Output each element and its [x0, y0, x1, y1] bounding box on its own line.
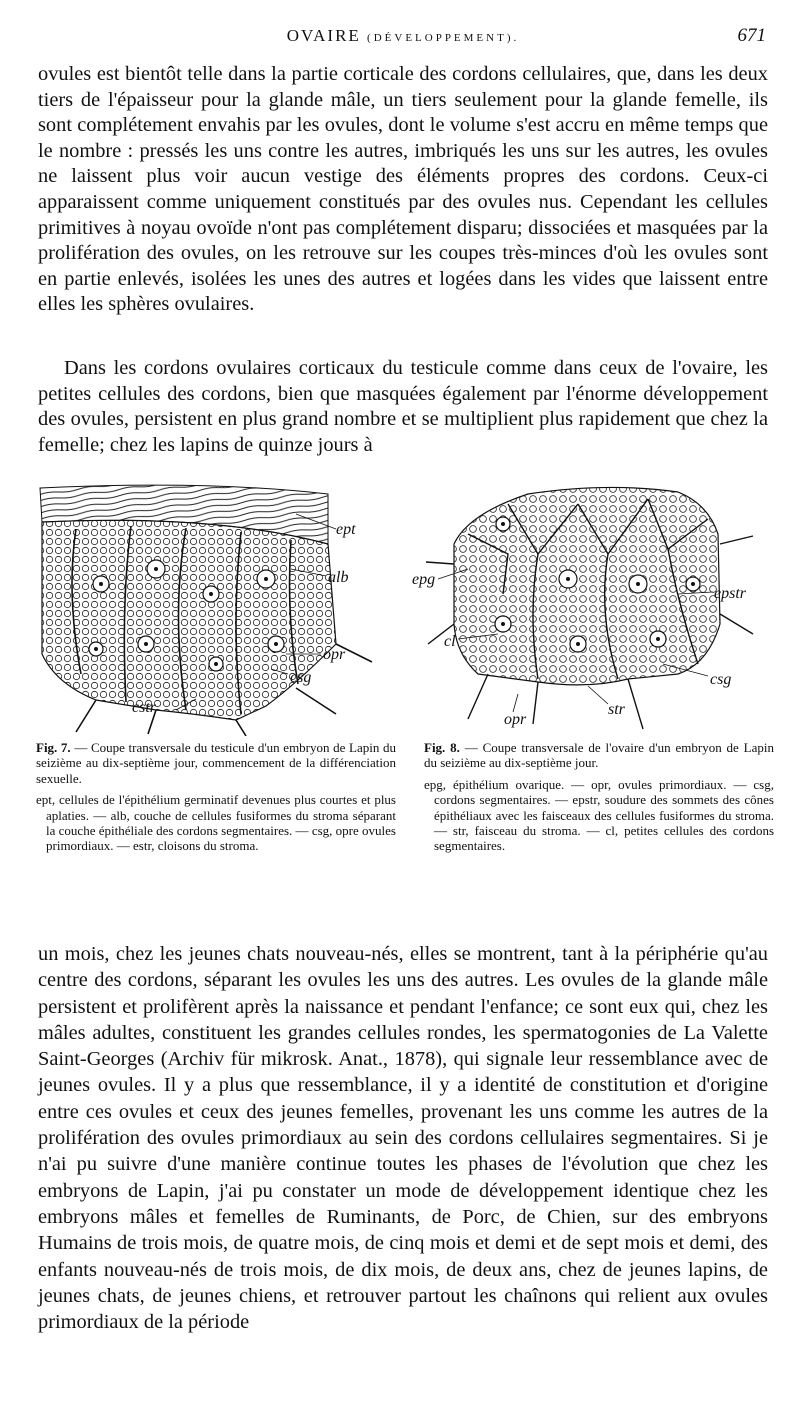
fig8-label-cl: cl [444, 633, 456, 650]
running-title-sub: (DÉVELOPPEMENT). [367, 32, 520, 44]
page-header [40, 26, 766, 54]
fig7-label-cstr: cstr [132, 699, 156, 716]
figure-7-label: Fig. 7. [36, 740, 71, 755]
running-title-main: OVAIRE [286, 26, 361, 45]
figure-8-title-text: — Coupe transversale de l'ovaire d'un embryon de Lapin du seizième au dix-septième jour. [424, 740, 775, 771]
figure-7-illustration [36, 474, 381, 736]
figure-7-legend: ept, cellules de l'épithélium germinatif devenues plus courtes et plus aplaties. — alb, couche de cellules fusiformes du stroma séparant la couche épithéliale des cordons segmentaires. — csg, opre ovules primordiaux. — estr, cloisons du stroma. [36, 792, 396, 854]
figure-7-caption [36, 740, 396, 854]
page-number: 671 [737, 25, 766, 46]
fig8-label-epg: epg [412, 571, 436, 588]
figure-8-legend: epg, épithélium ovarique. — opr, ovules primordiaux. — csg, cordons segmentaires. — epstr, soudure des sommets des cônes épithéliaux avec les faisceaux des cellules fusiformes du stroma. — str, faisceau du stroma. — cl, petites cellules des cordons segmentaires. [424, 776, 774, 854]
fig7-label-alb: alb [328, 569, 349, 586]
fig7-label-ept: ept [336, 521, 356, 538]
figure-8-caption [424, 740, 774, 854]
paragraph-3-text: un mois, chez les jeunes chats nouveau-nés, elles se montrent, tant à la périphérie qu'au centre des cordons, séparant les ovules les uns des autres. Les ovules de la glande mâle persistent et prolifèrent après la naissance et pendant l'enfance; ce sont eux qui, chez les mâles adultes, constituent les grandes cellules rondes, les spermatogonies de La Valette Saint-Georges (Archiv für mikrosk. Anat., 1878), qui signale leur ressemblance avec de jeunes ovules. Il y a plus que ressemblance, il y a identité de constitution et d'origine entre ces ovules et ceux des jeunes femelles, provenant les uns comme les autres de la prolifération des ovules primordiaux au sein des cordons cellulaires segmentaires. Si je n'ai pu suivre d'une manière continue toutes les phases de l'évolution que chez les embryons de Lapin, j'ai pu constater un mode de développement identique chez les embryons mâles et femelles de Ruminants, de Porc, de Chien, sur des embryons Humains de trois mois, de quatre mois, de cinq mois et demi et de sept mois et demi, des enfants nouveau-nés de trois mois, de dix mois, de deux ans, chez de jeunes lapins, de jeunes chats, de jeunes chiens, et retrouver partout les chaînons qui relient aux ovules primordiaux de la période [38, 943, 768, 1334]
figure-8-caption-title [424, 740, 774, 771]
fig8-label-csg: csg [710, 671, 732, 688]
fig7-label-opr: opr [323, 646, 346, 663]
figure-8-svg [408, 474, 770, 736]
fig7-label-csg: csg [290, 669, 312, 686]
figure-8-illustration [408, 474, 770, 736]
fig8-label-epstr: epstr [714, 585, 746, 602]
paragraph-3 [38, 941, 768, 1335]
paragraph-1 [38, 62, 768, 318]
paragraph-2-text: Dans les cordons ovulaires corticaux du testicule comme dans ceux de l'ovaire, les petites cellules des cordons, bien que masquées également par l'énorme développement des ovules, persistent en plus grand nombre et se multiplient plus rapidement que chez la femelle; chez les lapins de quinze jours à [38, 357, 768, 456]
figure-7-title-text: — Coupe transversale du testicule d'un embryon de Lapin du seizième au dix-septième jour, commencement de la différenciation sexuelle. [36, 740, 397, 786]
paragraph-1-text: ovules est bientôt telle dans la partie corticale des cordons cellulaires, que, dans les deux tiers de l'épaisseur pour la glande mâle, un tiers seulement pour la glande femelle, ils sont complétement envahis par les ovules, dont le volume s'est accru en même temps que le nombre : pressés les uns contre les autres, imbriqués les uns sur les autres, les ovules ne laissent plus voir aucun vestige des éléments propres des cordons. Ceux-ci apparaissent comme uniquement constitués par des ovules nus. Cependant les cellules primitives à noyau ovoïde n'ont pas complétement disparu; dissociées et masquées par la prolifération des ovules, on les retrouve sur les coupes très-minces d'où les ovules sont en partie enlevés, isolées les unes des autres et logées dans les vides que laissent entre elles les sphères ovulaires. [38, 63, 768, 316]
figure-8-label: Fig. 8. [424, 740, 460, 755]
fig8-label-str: str [608, 701, 625, 718]
fig8-label-opr: opr [504, 711, 527, 728]
running-title [40, 26, 766, 46]
figure-7-svg [36, 474, 381, 736]
figure-7-caption-title [36, 740, 396, 786]
paragraph-2 [38, 356, 768, 458]
